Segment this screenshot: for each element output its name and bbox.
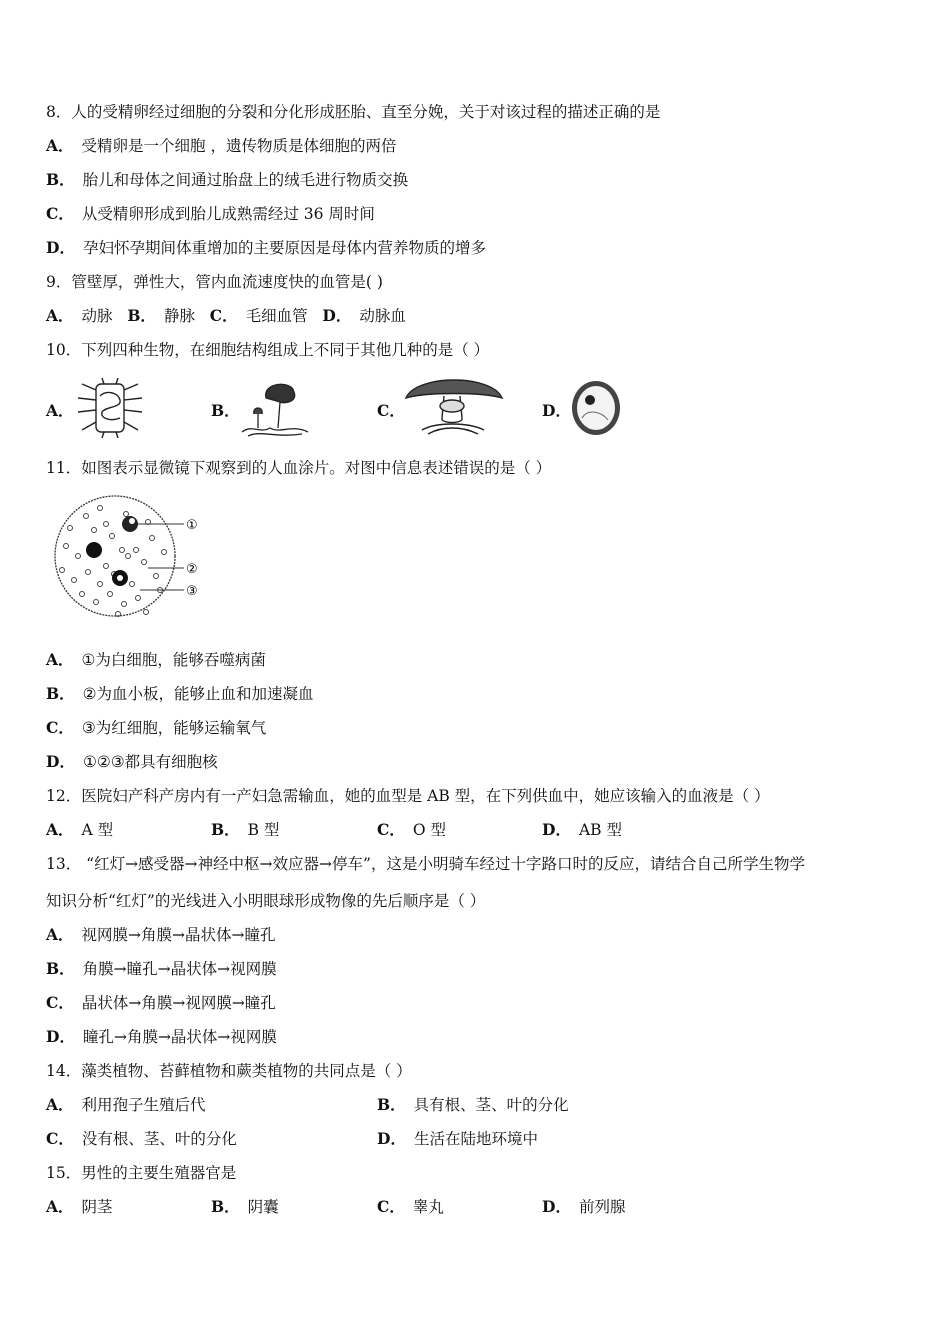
q13-stem-line1: 13． “红灯→感受器→神经中枢→效应器→停车”，这是小明骑车经过十字路口时的反应，请结合自己所学生物学	[46, 855, 805, 873]
q11-stem: 11．如图表示显微镜下观察到的人血涂片。对图中信息表述错误的是（ ）	[46, 459, 552, 477]
q12-option-d: D． AB 型	[542, 820, 622, 839]
q9-options: A． 动脉 B． 静脉 C． 毛细血管 D． 动脉血	[46, 306, 406, 325]
q11-label-1: ①	[186, 518, 198, 533]
q15-option-a: A． 阴茎	[46, 1197, 113, 1216]
q10-mushroom-plant-image	[236, 378, 316, 438]
q9-stem: 9．管壁厚，弹性大，管内血流速度快的血管是( )	[46, 273, 383, 291]
q15-stem: 15．男性的主要生殖器官是	[46, 1164, 237, 1182]
q10-option-c-label: C．	[377, 401, 405, 420]
q10-option-b-label: B．	[211, 401, 240, 420]
q14-option-b: B． 具有根、茎、叶的分化	[377, 1095, 569, 1114]
q8-stem: 8．人的受精卵经过细胞的分裂和分化形成胚胎、直至分娩，关于对该过程的描述正确的是	[46, 103, 661, 121]
q13-option-c: C． 晶状体→角膜→视网膜→瞳孔	[46, 993, 276, 1012]
q15-option-c: C． 睾丸	[377, 1197, 444, 1216]
q15-option-b: B． 阴囊	[211, 1197, 279, 1216]
q8-option-c: C． 从受精卵形成到胎儿成熟需经过 36 周时间	[46, 204, 375, 223]
q11-blood-smear-diagram	[48, 494, 218, 624]
q11-option-d: D． ①②③都具有细胞核	[46, 752, 218, 771]
q14-option-a: A． 利用孢子生殖后代	[46, 1095, 206, 1114]
q10-protozoa-image	[74, 378, 146, 438]
q12-option-a: A． A 型	[46, 820, 114, 839]
q10-option-d-label: D．	[542, 401, 571, 420]
q13-stem-line2: 知识分析“红灯”的光线进入小明眼球形成物像的先后顺序是（ ）	[46, 892, 486, 910]
q14-stem: 14．藻类植物、苔藓植物和蕨类植物的共同点是（ ）	[46, 1062, 412, 1080]
q10-mushroom-image	[402, 370, 506, 436]
q13-option-b: B． 角膜→瞳孔→晶状体→视网膜	[46, 959, 277, 978]
q11-option-a: A． ①为白细胞，能够吞噬病菌	[46, 650, 266, 669]
q11-option-c: C． ③为红细胞，能够运输氧气	[46, 718, 267, 737]
q11-label-3: ③	[186, 584, 198, 599]
q14-option-c: C． 没有根、茎、叶的分化	[46, 1129, 237, 1148]
q10-stem: 10．下列四种生物，在细胞结构组成上不同于其他几种的是（ ）	[46, 341, 490, 359]
q10-cell-image	[568, 378, 624, 438]
q14-option-d: D． 生活在陆地环境中	[377, 1129, 538, 1148]
q10-option-a-label: A．	[46, 401, 74, 420]
q8-option-b: B． 胎儿和母体之间通过胎盘上的绒毛进行物质交换	[46, 170, 409, 189]
q13-option-d: D． 瞳孔→角膜→晶状体→视网膜	[46, 1027, 277, 1046]
q8-option-a: A． 受精卵是一个细胞 ，遗传物质是体细胞的两倍	[46, 136, 397, 155]
q11-label-2: ②	[186, 562, 198, 577]
q12-stem: 12．医院妇产科产房内有一产妇急需输血，她的血型是 AB 型，在下列供血中，她应该输入的血液是（ ）	[46, 787, 770, 805]
q15-option-d: D． 前列腺	[542, 1197, 626, 1216]
q12-option-c: C． O 型	[377, 820, 446, 839]
q12-option-b: B． B 型	[211, 820, 280, 839]
q13-option-a: A． 视网膜→角膜→晶状体→瞳孔	[46, 925, 276, 944]
q11-option-b: B． ②为血小板，能够止血和加速凝血	[46, 684, 314, 703]
q8-option-d: D． 孕妇怀孕期间体重增加的主要原因是母体内营养物质的增多	[46, 238, 486, 257]
